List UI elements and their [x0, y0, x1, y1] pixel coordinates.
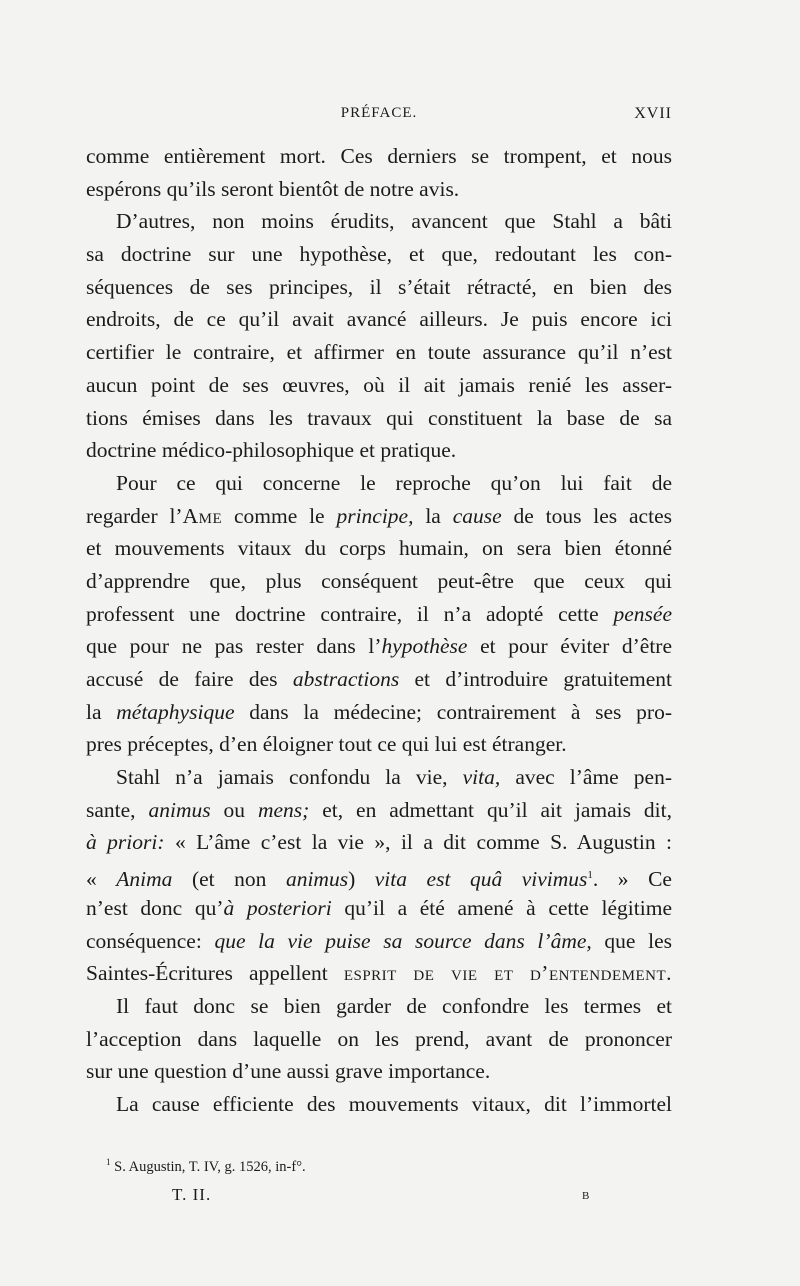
text-line: « Anima (et non animus) vita est quâ vivimus$^1$. » Ce — [86, 867, 672, 892]
italic-term: cause — [452, 503, 502, 528]
paragraph — [86, 761, 672, 990]
signature-mark: B — [582, 1190, 590, 1202]
italic-term: vita, — [462, 765, 501, 790]
text-line: Pour ce qui concerne le reproche qu’on lui fait de — [116, 470, 672, 495]
text-line: pres préceptes, d’en éloigner tout ce qui lui est étranger. — [86, 732, 567, 757]
italic-term: à posteriori — [223, 895, 332, 920]
italic-term: principe, — [336, 503, 414, 528]
text-line: que pour ne pas rester dans l’hypothèse et pour éviter d’être — [86, 634, 672, 659]
footnote-ref: 1 — [587, 869, 593, 882]
smallcaps-term: Ame — [182, 503, 223, 528]
footnote-text: S. Augustin, T. IV, g. 1526, in-f°. — [114, 1158, 306, 1175]
italic-term: abstractions — [292, 667, 400, 691]
smallcaps-term: esprit de vie et d’entendement. — [343, 961, 672, 986]
text-line: comme entièrement mort. Ces derniers se trompent, et nous — [86, 144, 672, 168]
text-line: d’apprendre que, plus conséquent peut-être que ceux qui — [86, 568, 672, 593]
text-line: aucun point de ses œuvres, où il ait jamais renié les asser- — [86, 372, 672, 397]
text-line: sur une question d’une aussi grave importance. — [86, 1059, 491, 1084]
text-line: accusé de faire des abstractions et d’introduire gratuitement — [86, 667, 672, 691]
paragraph — [86, 467, 672, 761]
text-line: D’autres, non moins érudits, avancent que Stahl a bâti — [116, 209, 672, 234]
running-title: PRÉFACE. — [340, 105, 418, 121]
text-line: Saintes-Écritures appellent esprit de vie et d’entendement. — [86, 961, 672, 986]
footnote-marker: 1 — [106, 1157, 111, 1167]
italic-term: pensée — [613, 601, 672, 626]
italic-term: métaphysique — [116, 699, 235, 724]
paragraph — [86, 140, 672, 205]
volume-signature: T. II. — [172, 1185, 212, 1204]
text-line: professent une doctrine contraire, il n’a adopté cette pensée — [86, 601, 672, 626]
footnote — [106, 1157, 306, 1176]
text-line: à priori: « L’âme c’est la vie », il a dit comme S. Augustin : — [86, 830, 672, 855]
text-line: espérons qu’ils seront bientôt de notre avis. — [86, 176, 460, 201]
text-line: tions émises dans les travaux qui constituent la base de sa — [86, 405, 672, 430]
text-line: conséquence: que la vie puise sa source dans l’âme, que les — [86, 928, 672, 953]
text-line: sante, animus ou mens; et, en admettant qu’il ait jamais dit, — [86, 797, 672, 822]
text-line: la métaphysique dans la médecine; contrairement à ses pro- — [86, 699, 672, 724]
italic-term: animus — [148, 797, 211, 822]
running-header — [86, 103, 672, 129]
text-line: l’acception dans laquelle on les prend, avant de prononcer — [86, 1026, 672, 1051]
text-line: certifier le contraire, et affirmer en toute assurance qu’il n’est — [86, 340, 672, 365]
italic-term: à priori: — [86, 830, 165, 855]
text-line: et mouvements vitaux du corps humain, on sera bien étonné — [86, 536, 672, 561]
text-line: doctrine médico-philosophique et pratique. — [86, 438, 457, 463]
text-line: regarder l’Ame comme le principe, la cause de tous les actes — [86, 503, 672, 528]
body-text — [86, 140, 672, 1121]
italic-term: mens; — [257, 797, 310, 822]
italic-term: Anima — [116, 867, 173, 892]
paragraph — [86, 990, 672, 1088]
text-line: sa doctrine sur une hypothèse, et que, redoutant les con- — [86, 242, 672, 267]
text-line: séquences de ses principes, il s’était rétracté, en bien des — [86, 274, 672, 299]
text-line: La cause efficiente des mouvements vitaux, dit l’immortel — [116, 1091, 672, 1116]
text-line: endroits, de ce qu’il avait avancé ailleurs. Je puis encore ici — [86, 307, 672, 332]
italic-term: que la vie puise sa source dans l’âme, — [214, 928, 592, 953]
paragraph — [86, 1088, 672, 1121]
paragraph — [86, 205, 672, 467]
text-line: Il faut donc se bien garder de confondre les termes et — [116, 993, 672, 1018]
italic-term: hypothèse — [381, 634, 468, 659]
text-line: Stahl n’a jamais confondu la vie, vita, avec l’âme pen- — [116, 765, 672, 790]
italic-term: animus — [285, 867, 349, 892]
page-number: XVII — [634, 105, 672, 122]
text-line: n’est donc qu’à posteriori qu’il a été amené à cette légitime — [86, 895, 672, 920]
italic-term: vita est quâ vivimus — [374, 867, 588, 892]
